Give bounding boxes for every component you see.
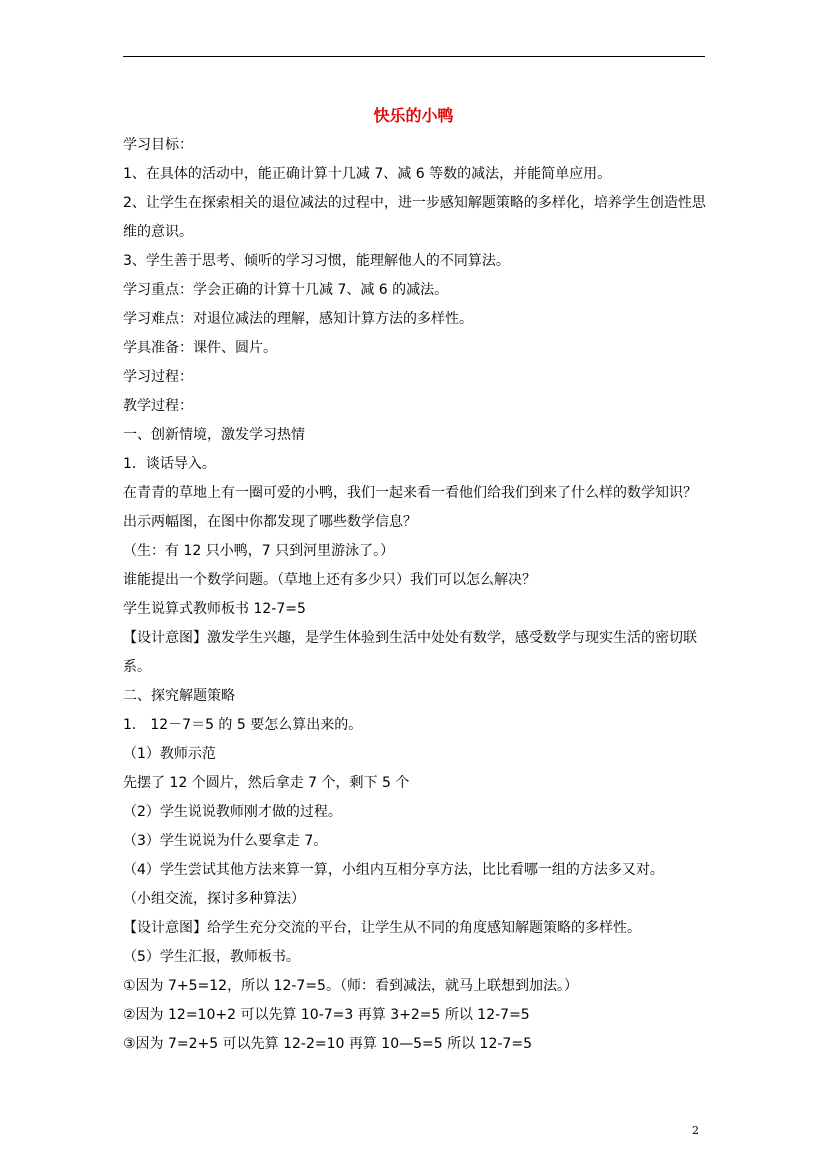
paragraph: 【设计意图】给学生充分交流的平台，让学生从不同的角度感知解题策略的多样性。 xyxy=(123,920,641,936)
paragraph: 一、创新情境，激发学习热情 xyxy=(123,427,305,443)
header-rule xyxy=(123,56,705,57)
page-number: 2 xyxy=(692,1124,699,1137)
paragraph: （2）学生说说教师刚才做的过程。 xyxy=(123,804,342,820)
paragraph: 二、探究解题策略 xyxy=(123,688,235,704)
document-body xyxy=(123,131,708,1059)
paragraph: 学具准备：课件、圆片。 xyxy=(123,340,277,356)
paragraph: 学习目标： xyxy=(123,137,193,153)
paragraph: 教学过程： xyxy=(123,398,193,414)
paragraph: 在青青的草地上有一圈可爱的小鸭，我们一起来看一看他们给我们到来了什么样的数学知识？ xyxy=(123,485,697,501)
paragraph: （小组交流，探讨多种算法） xyxy=(123,891,305,907)
paragraph: 1、在具体的活动中，能正确计算十几减 7、减 6 等数的减法，并能简单应用。 xyxy=(123,166,612,182)
document-title: 快乐的小鸭 xyxy=(373,106,454,125)
paragraph: 【设计意图】激发学生兴趣，是学生体验到生活中处处有数学，感受数学与现实生活的密切联系。 xyxy=(123,630,697,675)
paragraph: 1．谈话导入。 xyxy=(123,456,216,472)
paragraph: ③因为 7=2+5 可以先算 12-2=10 再算 10—5=5 所以 12-7=5 xyxy=(123,1036,532,1052)
paragraph: 学习难点：对退位减法的理解，感知计算方法的多样性。 xyxy=(123,311,473,327)
paragraph: 谁能提出一个数学问题。（草地上还有多少只）我们可以怎么解决？ xyxy=(123,572,536,588)
paragraph: （1）教师示范 xyxy=(123,746,216,762)
paragraph: 学生说算式教师板书 12-7=5 xyxy=(123,601,306,617)
paragraph: （生：有 12 只小鸭，7 只到河里游泳了。） xyxy=(123,543,395,559)
paragraph: 出示两幅图，在图中你都发现了哪些数学信息？ xyxy=(123,514,417,530)
paragraph: 3、学生善于思考、倾听的学习习惯，能理解他人的不同算法。 xyxy=(123,253,510,269)
paragraph: ②因为 12=10+2 可以先算 10-7=3 再算 3+2=5 所以 12-7=5 xyxy=(123,1007,530,1023)
paragraph: 学习过程： xyxy=(123,369,193,385)
paragraph: 学习重点：学会正确的计算十几减 7、减 6 的减法。 xyxy=(123,282,449,298)
paragraph: 1． 12－7＝5 的 5 要怎么算出来的。 xyxy=(123,717,363,733)
paragraph: （3）学生说说为什么要拿走 7。 xyxy=(123,833,328,849)
paragraph: 先摆了 12 个圆片，然后拿走 7 个，剩下 5 个 xyxy=(123,775,410,791)
paragraph: ①因为 7+5=12，所以 12-7=5。（师：看到减法，就马上联想到加法。） xyxy=(123,978,578,994)
paragraph: 2、让学生在探索相关的退位减法的过程中，进一步感知解题策略的多样化，培养学生创造性思维的意识。 xyxy=(123,195,706,240)
paragraph: （5）学生汇报，教师板书。 xyxy=(123,949,300,965)
paragraph: （4）学生尝试其他方法来算一算，小组内互相分享方法，比比看哪一组的方法多又对。 xyxy=(123,862,664,878)
